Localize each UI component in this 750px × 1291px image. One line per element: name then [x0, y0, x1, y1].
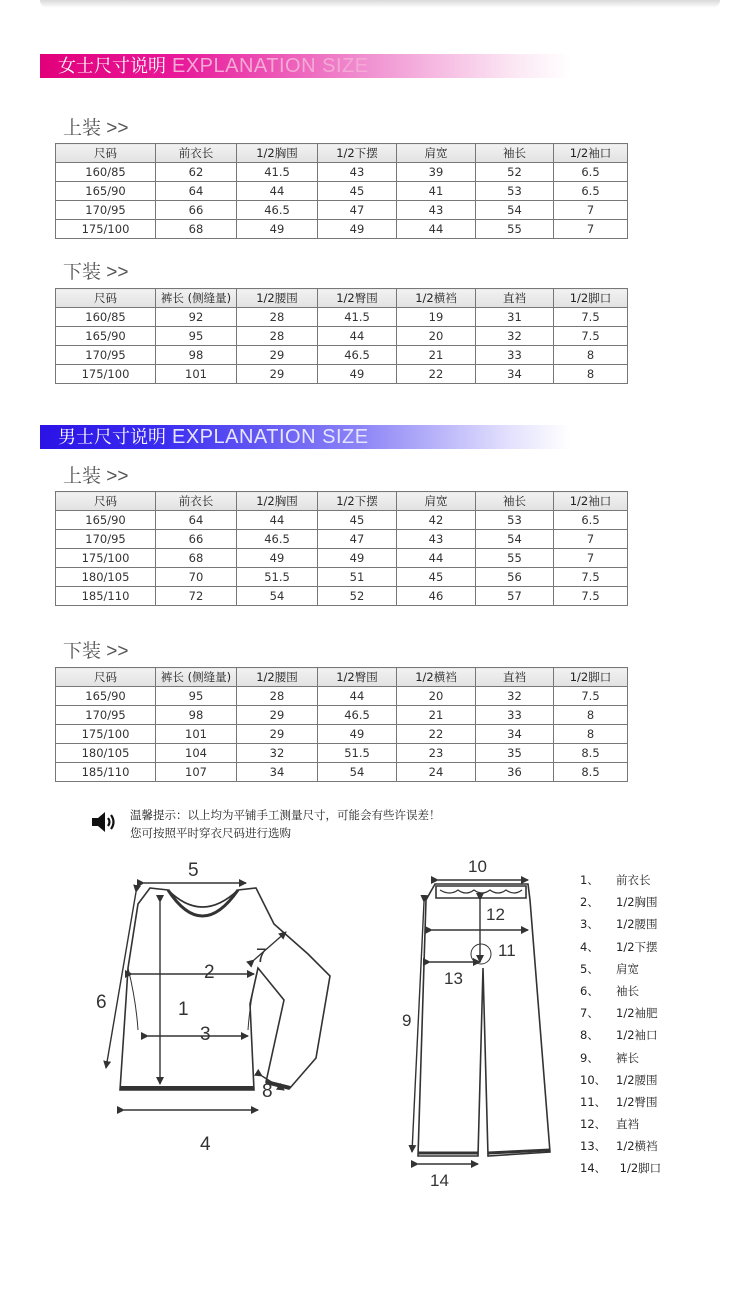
legend-label: 1/2腰围	[616, 1072, 658, 1087]
table-cell: 46.5	[237, 530, 318, 549]
table-cell: 34	[476, 365, 554, 384]
men-size-banner	[40, 425, 570, 449]
legend-item	[580, 1138, 661, 1160]
legend-number: 11、	[580, 1094, 607, 1109]
women-bottom-label: 下装 >>	[63, 262, 129, 283]
table-cell: 68	[156, 220, 237, 239]
table-cell: 7.5	[554, 308, 628, 327]
women-top-size-table	[55, 143, 628, 239]
table-row	[56, 763, 628, 782]
table-cell: 8	[554, 346, 628, 365]
table-cell: 165/90	[56, 327, 156, 346]
table-cell: 54	[237, 587, 318, 606]
table-cell: 175/100	[56, 725, 156, 744]
shirt-label-4: 4	[200, 1134, 211, 1155]
table-row	[56, 308, 628, 327]
table-cell: 175/100	[56, 365, 156, 384]
table-header-cell: 裤长 (侧缝量)	[156, 289, 237, 308]
table-cell: 104	[156, 744, 237, 763]
legend-item	[580, 1050, 661, 1072]
table-cell: 175/100	[56, 549, 156, 568]
table-cell: 49	[318, 725, 397, 744]
table-header-cell: 1/2脚口	[554, 668, 628, 687]
table-cell: 22	[397, 725, 476, 744]
table-row	[56, 182, 628, 201]
table-cell: 64	[156, 511, 237, 530]
legend-item	[580, 916, 661, 938]
table-cell: 7.5	[554, 568, 628, 587]
table-cell: 64	[156, 182, 237, 201]
legend-label: 前衣长	[616, 873, 651, 887]
table-cell: 35	[476, 744, 554, 763]
legend-item	[580, 1072, 661, 1094]
table-header-cell: 尺码	[56, 289, 156, 308]
table-cell: 41.5	[237, 163, 318, 182]
table-header-cell: 1/2臀围	[318, 289, 397, 308]
women-banner-title-cn: 女士尺寸说明	[58, 56, 166, 76]
table-header-cell: 直裆	[476, 289, 554, 308]
shirt-label-7: 7	[256, 946, 267, 967]
table-header-cell: 1/2横裆	[397, 289, 476, 308]
table-cell: 29	[237, 706, 318, 725]
table-row	[56, 201, 628, 220]
legend-item	[580, 939, 661, 961]
table-cell: 7	[554, 201, 628, 220]
table-cell: 52	[476, 163, 554, 182]
men-bottom-size-table	[55, 667, 628, 782]
shirt-label-5: 5	[188, 860, 199, 881]
table-header-cell: 1/2脚口	[554, 289, 628, 308]
table-cell: 43	[318, 163, 397, 182]
table-cell: 98	[156, 706, 237, 725]
table-cell: 21	[397, 706, 476, 725]
table-cell: 31	[476, 308, 554, 327]
table-header-cell: 尺码	[56, 144, 156, 163]
legend-number: 4、	[580, 939, 599, 954]
pants-label-10: 10	[468, 857, 487, 876]
table-cell: 19	[397, 308, 476, 327]
legend-number: 13、	[580, 1139, 607, 1154]
top-divider	[40, 0, 720, 8]
table-cell: 51.5	[318, 744, 397, 763]
table-header-cell: 1/2袖口	[554, 144, 628, 163]
table-cell: 66	[156, 530, 237, 549]
table-cell: 43	[397, 530, 476, 549]
men-banner-title-en: EXPLANATION SIZE	[172, 426, 369, 448]
pants-label-14: 14	[430, 1171, 449, 1190]
table-header-cell: 1/2胸围	[237, 144, 318, 163]
legend-item	[580, 1094, 661, 1116]
table-cell: 49	[237, 220, 318, 239]
table-cell: 29	[237, 725, 318, 744]
table-cell: 42	[397, 511, 476, 530]
table-cell: 101	[156, 725, 237, 744]
table-cell: 175/100	[56, 220, 156, 239]
legend-item	[580, 894, 661, 916]
table-cell: 41	[397, 182, 476, 201]
table-cell: 33	[476, 706, 554, 725]
table-cell: 20	[397, 327, 476, 346]
table-header-row	[56, 144, 628, 163]
table-cell: 53	[476, 182, 554, 201]
table-cell: 8	[554, 365, 628, 384]
table-cell: 160/85	[56, 163, 156, 182]
table-row	[56, 220, 628, 239]
table-row	[56, 744, 628, 763]
table-cell: 8	[554, 725, 628, 744]
pants-label-12: 12	[486, 905, 505, 924]
table-cell: 41.5	[318, 308, 397, 327]
legend-item	[580, 983, 661, 1005]
table-cell: 7	[554, 530, 628, 549]
table-cell: 44	[397, 220, 476, 239]
table-cell: 29	[237, 346, 318, 365]
shirt-label-8: 8	[262, 1081, 273, 1102]
women-top-label: 上装 >>	[63, 118, 129, 139]
legend-item	[580, 961, 661, 983]
table-cell: 24	[397, 763, 476, 782]
speaker-icon	[90, 809, 120, 835]
table-header-cell: 前衣长	[156, 492, 237, 511]
table-cell: 34	[237, 763, 318, 782]
legend-number: 9、	[580, 1050, 599, 1065]
table-row	[56, 587, 628, 606]
tip-line-1: 温馨提示：以上均为平铺手工测量尺寸，可能会有些许误差！	[130, 808, 441, 822]
table-cell: 62	[156, 163, 237, 182]
table-cell: 101	[156, 365, 237, 384]
table-cell: 6.5	[554, 163, 628, 182]
table-header-cell: 1/2胸围	[237, 492, 318, 511]
table-cell: 170/95	[56, 201, 156, 220]
table-cell: 21	[397, 346, 476, 365]
table-cell: 51.5	[237, 568, 318, 587]
men-banner-title-cn: 男士尺寸说明	[58, 427, 166, 447]
table-cell: 7	[554, 220, 628, 239]
table-header-cell: 1/2下摆	[318, 492, 397, 511]
table-cell: 39	[397, 163, 476, 182]
shirt-label-6: 6	[96, 992, 107, 1013]
table-cell: 68	[156, 549, 237, 568]
table-cell: 28	[237, 687, 318, 706]
table-cell: 23	[397, 744, 476, 763]
table-cell: 44	[318, 687, 397, 706]
table-cell: 98	[156, 346, 237, 365]
legend-label: 袖长	[616, 983, 639, 998]
table-cell: 66	[156, 201, 237, 220]
table-cell: 44	[237, 182, 318, 201]
legend-label: 1/2臀围	[616, 1094, 658, 1109]
table-cell: 44	[237, 511, 318, 530]
legend-label: 裤长	[616, 1050, 639, 1065]
table-row	[56, 163, 628, 182]
legend-label: 1/2袖肥	[616, 1006, 658, 1021]
table-cell: 170/95	[56, 346, 156, 365]
table-cell: 57	[476, 587, 554, 606]
table-cell: 165/90	[56, 511, 156, 530]
legend-item	[580, 1160, 661, 1182]
legend-number: 12、	[580, 1117, 607, 1132]
table-header-row	[56, 492, 628, 511]
pants-label-9: 9	[402, 1011, 412, 1030]
men-top-size-table	[55, 491, 628, 606]
table-cell: 8.5	[554, 744, 628, 763]
table-header-cell: 1/2腰围	[237, 668, 318, 687]
table-cell: 45	[397, 568, 476, 587]
table-cell: 8.5	[554, 763, 628, 782]
table-cell: 170/95	[56, 530, 156, 549]
men-top-label: 上装 >>	[63, 466, 129, 487]
table-header-cell: 前衣长	[156, 144, 237, 163]
table-cell: 46.5	[237, 201, 318, 220]
legend-number: 2、	[580, 895, 599, 910]
pants-label-11: 11	[498, 941, 516, 960]
table-cell: 7.5	[554, 327, 628, 346]
table-cell: 70	[156, 568, 237, 587]
table-header-cell: 1/2臀围	[318, 668, 397, 687]
table-cell: 28	[237, 327, 318, 346]
table-header-cell: 肩宽	[397, 492, 476, 511]
table-row	[56, 511, 628, 530]
table-header-cell: 1/2横裆	[397, 668, 476, 687]
table-cell: 49	[318, 549, 397, 568]
table-cell: 7.5	[554, 587, 628, 606]
legend-label: 1/2袖口	[616, 1028, 658, 1043]
table-cell: 46.5	[318, 706, 397, 725]
table-cell: 54	[318, 763, 397, 782]
table-cell: 49	[318, 220, 397, 239]
table-header-row	[56, 289, 628, 308]
legend-number: 14、	[580, 1161, 607, 1176]
legend-number: 7、	[580, 1006, 599, 1021]
women-banner-title-en: EXPLANATION SIZE	[172, 55, 369, 77]
table-header-cell: 直裆	[476, 668, 554, 687]
table-header-cell: 肩宽	[397, 144, 476, 163]
table-header-cell: 裤长 (侧缝量)	[156, 668, 237, 687]
table-cell: 180/105	[56, 744, 156, 763]
pants-label-13: 13	[444, 969, 463, 988]
table-cell: 45	[318, 182, 397, 201]
table-cell: 95	[156, 687, 237, 706]
table-cell: 185/110	[56, 587, 156, 606]
women-size-banner	[40, 54, 570, 78]
table-cell: 43	[397, 201, 476, 220]
table-cell: 185/110	[56, 763, 156, 782]
legend-number: 5、	[580, 961, 599, 976]
measurement-legend	[580, 872, 661, 1183]
table-header-row	[56, 668, 628, 687]
table-row	[56, 327, 628, 346]
shirt-label-3: 3	[200, 1024, 211, 1045]
legend-item	[580, 872, 661, 894]
shirt-label-2: 2	[204, 962, 215, 983]
table-cell: 29	[237, 365, 318, 384]
table-cell: 36	[476, 763, 554, 782]
table-cell: 45	[318, 511, 397, 530]
table-cell: 46	[397, 587, 476, 606]
table-cell: 47	[318, 530, 397, 549]
table-cell: 32	[237, 744, 318, 763]
legend-label: 肩宽	[616, 961, 639, 976]
table-cell: 34	[476, 725, 554, 744]
table-cell: 7.5	[554, 687, 628, 706]
pants-outline	[418, 884, 550, 1156]
shirt-outline	[120, 888, 330, 1090]
legend-number: 1、	[580, 873, 599, 887]
table-header-cell: 尺码	[56, 668, 156, 687]
table-cell: 6.5	[554, 182, 628, 201]
table-cell: 46.5	[318, 346, 397, 365]
legend-item	[580, 1116, 661, 1138]
table-row	[56, 549, 628, 568]
legend-label: 1/2脚口	[616, 1161, 662, 1176]
table-cell: 28	[237, 308, 318, 327]
table-cell: 8	[554, 706, 628, 725]
table-row	[56, 346, 628, 365]
shirt-label-1: 1	[178, 999, 189, 1020]
table-cell: 160/85	[56, 308, 156, 327]
table-header-cell: 1/2袖口	[554, 492, 628, 511]
table-cell: 92	[156, 308, 237, 327]
table-cell: 33	[476, 346, 554, 365]
legend-item	[580, 1027, 661, 1049]
table-cell: 6.5	[554, 511, 628, 530]
table-cell: 107	[156, 763, 237, 782]
table-cell: 52	[318, 587, 397, 606]
women-bottom-size-table	[55, 288, 628, 384]
table-cell: 165/90	[56, 687, 156, 706]
table-cell: 49	[318, 365, 397, 384]
table-cell: 44	[397, 549, 476, 568]
table-row	[56, 568, 628, 587]
measurement-diagram	[80, 850, 600, 1195]
table-cell: 54	[476, 201, 554, 220]
legend-number: 6、	[580, 983, 599, 998]
table-cell: 54	[476, 530, 554, 549]
table-cell: 95	[156, 327, 237, 346]
table-cell: 49	[237, 549, 318, 568]
legend-label: 1/2腰围	[616, 917, 658, 932]
table-cell: 55	[476, 220, 554, 239]
table-cell: 165/90	[56, 182, 156, 201]
legend-item	[580, 1005, 661, 1027]
table-cell: 44	[318, 327, 397, 346]
tip-line-2: 您可按照平时穿衣尺码进行选购	[130, 826, 291, 840]
table-row	[56, 725, 628, 744]
table-header-cell: 1/2下摆	[318, 144, 397, 163]
legend-label: 1/2下摆	[616, 939, 658, 954]
table-row	[56, 365, 628, 384]
table-row	[56, 706, 628, 725]
table-header-cell: 1/2腰围	[237, 289, 318, 308]
table-cell: 53	[476, 511, 554, 530]
table-header-cell: 袖长	[476, 144, 554, 163]
table-cell: 72	[156, 587, 237, 606]
table-header-cell: 袖长	[476, 492, 554, 511]
table-cell: 170/95	[56, 706, 156, 725]
legend-number: 3、	[580, 917, 599, 932]
table-cell: 56	[476, 568, 554, 587]
legend-label: 直裆	[616, 1117, 639, 1132]
table-cell: 51	[318, 568, 397, 587]
table-cell: 55	[476, 549, 554, 568]
table-cell: 32	[476, 327, 554, 346]
legend-label: 1/2横裆	[616, 1139, 658, 1154]
table-cell: 180/105	[56, 568, 156, 587]
table-cell: 47	[318, 201, 397, 220]
table-cell: 32	[476, 687, 554, 706]
legend-number: 10、	[580, 1072, 607, 1087]
legend-label: 1/2胸围	[616, 895, 658, 910]
legend-number: 8、	[580, 1028, 599, 1043]
table-cell: 20	[397, 687, 476, 706]
table-header-cell: 尺码	[56, 492, 156, 511]
table-row	[56, 687, 628, 706]
table-cell: 7	[554, 549, 628, 568]
men-bottom-label: 下装 >>	[63, 641, 129, 662]
table-row	[56, 530, 628, 549]
table-cell: 22	[397, 365, 476, 384]
